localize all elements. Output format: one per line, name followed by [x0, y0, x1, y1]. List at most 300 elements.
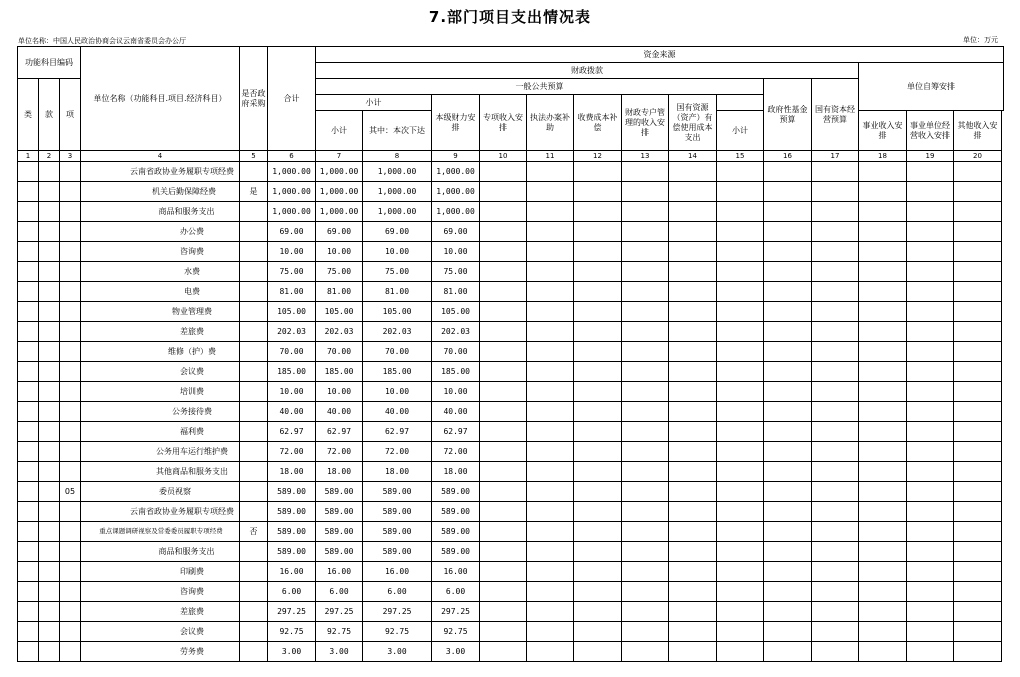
of-which-cell: 75.00 — [363, 262, 432, 282]
same-level-cell: 16.00 — [432, 562, 480, 582]
self-raised-header: 单位自筹安排 — [859, 63, 1004, 111]
total-cell: 18.00 — [268, 462, 316, 482]
xiang-cell — [60, 442, 81, 462]
empty-cell — [717, 282, 764, 302]
same-level-cell: 3.00 — [432, 642, 480, 662]
column-index-cell: 10 — [480, 151, 527, 162]
empty-cell — [954, 182, 1002, 202]
empty-cell — [480, 462, 527, 482]
column-index-cell: 8 — [363, 151, 432, 162]
lei-cell — [18, 182, 39, 202]
lei-cell — [18, 482, 39, 502]
empty-cell — [764, 182, 812, 202]
kuan-cell — [39, 342, 60, 362]
empty-cell — [907, 462, 954, 482]
of-which-cell: 589.00 — [363, 502, 432, 522]
of-which-cell: 70.00 — [363, 342, 432, 362]
empty-cell — [669, 302, 717, 322]
same-level-cell: 1,000.00 — [432, 182, 480, 202]
empty-cell — [622, 182, 669, 202]
total-cell: 16.00 — [268, 562, 316, 582]
same-level-cell: 10.00 — [432, 242, 480, 262]
empty-cell — [574, 582, 622, 602]
empty-cell — [527, 162, 574, 182]
procure-cell — [240, 542, 268, 562]
empty-cell — [859, 282, 907, 302]
of-which-cell: 589.00 — [363, 522, 432, 542]
xiang-cell — [60, 462, 81, 482]
table-row — [18, 362, 1004, 382]
column-index-cell: 4 — [81, 151, 240, 162]
empty-cell — [907, 622, 954, 642]
empty-cell — [764, 522, 812, 542]
table-row — [18, 202, 1004, 222]
total-cell: 3.00 — [268, 642, 316, 662]
empty-cell — [717, 302, 764, 322]
empty-cell — [859, 482, 907, 502]
empty-cell — [954, 622, 1002, 642]
empty-cell — [907, 562, 954, 582]
empty-cell — [954, 382, 1002, 402]
same-level-cell: 185.00 — [432, 362, 480, 382]
procure-cell — [240, 462, 268, 482]
empty-cell — [574, 622, 622, 642]
empty-cell — [812, 462, 859, 482]
table-row — [18, 442, 1004, 462]
empty-cell — [764, 382, 812, 402]
empty-cell — [574, 362, 622, 382]
kuan-cell — [39, 642, 60, 662]
procure-cell — [240, 342, 268, 362]
of-which-cell: 185.00 — [363, 362, 432, 382]
xiang-cell — [60, 382, 81, 402]
empty-cell — [480, 562, 527, 582]
empty-cell — [480, 182, 527, 202]
of-which-cell: 72.00 — [363, 442, 432, 462]
xiang-cell — [60, 562, 81, 582]
subtotal-outer-header: 小计 — [316, 95, 432, 111]
empty-cell — [622, 562, 669, 582]
empty-cell — [622, 382, 669, 402]
empty-cell — [527, 442, 574, 462]
empty-cell — [480, 242, 527, 262]
unit-name-cell: 差旅费 — [81, 602, 240, 622]
empty-cell — [669, 282, 717, 302]
empty-cell — [480, 262, 527, 282]
empty-cell — [954, 522, 1002, 542]
empty-cell — [907, 362, 954, 382]
unit-name-cell: 会议费 — [81, 362, 240, 382]
empty-cell — [954, 442, 1002, 462]
same-level-cell: 72.00 — [432, 442, 480, 462]
empty-cell — [717, 442, 764, 462]
unit-name-header: 单位名称（功能科目.项目.经济科目） — [81, 47, 240, 151]
empty-cell — [669, 242, 717, 262]
fiscal-header: 财政拨款 — [316, 63, 859, 79]
unit-name-cell: 咨询费 — [81, 242, 240, 262]
procure-cell — [240, 402, 268, 422]
procure-cell — [240, 282, 268, 302]
xiang-cell — [60, 202, 81, 222]
of-which-cell: 1,000.00 — [363, 162, 432, 182]
empty-cell — [954, 322, 1002, 342]
empty-cell — [717, 522, 764, 542]
table-row — [18, 502, 1004, 522]
procure-cell — [240, 602, 268, 622]
empty-cell — [574, 322, 622, 342]
total-cell: 81.00 — [268, 282, 316, 302]
unit-name-cell: 其他商品和服务支出 — [81, 462, 240, 482]
empty-cell — [717, 222, 764, 242]
lei-cell — [18, 462, 39, 482]
subtotal-cell: 105.00 — [316, 302, 363, 322]
table-row — [18, 162, 1004, 182]
empty-cell — [812, 302, 859, 322]
empty-cell — [907, 602, 954, 622]
kuan-header: 款 — [39, 79, 60, 151]
state-capital-header: 国有资本经营预算 — [812, 79, 859, 151]
of-which-cell: 1,000.00 — [363, 202, 432, 222]
lei-cell — [18, 602, 39, 622]
special-income-header: 专项收入安排 — [480, 95, 527, 151]
empty-cell — [954, 162, 1002, 182]
subtotal-cell: 16.00 — [316, 562, 363, 582]
empty-cell — [907, 502, 954, 522]
lei-cell — [18, 382, 39, 402]
empty-cell — [907, 522, 954, 542]
same-level-cell: 40.00 — [432, 402, 480, 422]
subtotal-cell: 185.00 — [316, 362, 363, 382]
lei-cell — [18, 582, 39, 602]
column-index-cell: 3 — [60, 151, 81, 162]
same-level-cell: 589.00 — [432, 542, 480, 562]
unit-name-cell: 公务接待费 — [81, 402, 240, 422]
empty-cell — [480, 482, 527, 502]
xiang-cell — [60, 582, 81, 602]
empty-cell — [527, 642, 574, 662]
empty-cell — [907, 422, 954, 442]
empty-cell — [764, 242, 812, 262]
subtotal-cell: 62.97 — [316, 422, 363, 442]
xiang-cell — [60, 342, 81, 362]
lei-cell — [18, 202, 39, 222]
kuan-cell — [39, 542, 60, 562]
procure-cell — [240, 422, 268, 442]
of-which-cell: 589.00 — [363, 542, 432, 562]
empty-cell — [669, 382, 717, 402]
empty-cell — [764, 362, 812, 382]
table-row — [18, 302, 1004, 322]
empty-cell — [812, 222, 859, 242]
empty-cell — [669, 442, 717, 462]
xiang-cell: 05 — [60, 482, 81, 502]
lei-cell — [18, 422, 39, 442]
empty-cell — [574, 462, 622, 482]
empty-cell — [812, 342, 859, 362]
empty-cell — [717, 362, 764, 382]
empty-cell — [717, 502, 764, 522]
column-index-cell: 17 — [812, 151, 859, 162]
unit-name-cell: 维修（护）费 — [81, 342, 240, 362]
lei-cell — [18, 562, 39, 582]
kuan-cell — [39, 582, 60, 602]
empty-cell — [954, 482, 1002, 502]
total-cell: 589.00 — [268, 482, 316, 502]
empty-cell — [480, 522, 527, 542]
lei-cell — [18, 542, 39, 562]
empty-cell — [669, 562, 717, 582]
empty-cell — [907, 242, 954, 262]
empty-cell — [669, 402, 717, 422]
same-level-cell: 10.00 — [432, 382, 480, 402]
empty-cell — [859, 342, 907, 362]
total-cell: 69.00 — [268, 222, 316, 242]
empty-cell — [859, 502, 907, 522]
empty-cell — [480, 402, 527, 422]
xiang-cell — [60, 422, 81, 442]
empty-cell — [859, 162, 907, 182]
column-index-cell: 15 — [717, 151, 764, 162]
unit-name-cell: 机关后勤保障经费 — [81, 182, 240, 202]
of-which-cell: 589.00 — [363, 482, 432, 502]
empty-cell — [717, 562, 764, 582]
empty-cell — [954, 302, 1002, 322]
empty-cell — [527, 462, 574, 482]
xiang-cell — [60, 182, 81, 202]
empty-cell — [669, 602, 717, 622]
subtotal-cell: 92.75 — [316, 622, 363, 642]
table-row — [18, 242, 1004, 262]
empty-cell — [764, 202, 812, 222]
state-assets-header: 国有资源（资产）有偿使用成本支出 — [669, 95, 717, 151]
subtotal-cell: 589.00 — [316, 522, 363, 542]
of-which-cell: 297.25 — [363, 602, 432, 622]
of-which-cell: 1,000.00 — [363, 182, 432, 202]
lei-cell — [18, 302, 39, 322]
subtotal-cell: 75.00 — [316, 262, 363, 282]
empty-cell — [859, 182, 907, 202]
empty-cell — [527, 522, 574, 542]
empty-cell — [812, 522, 859, 542]
enforcement-header: 执法办案补助 — [527, 95, 574, 151]
subtotal-cell: 10.00 — [316, 242, 363, 262]
empty-cell — [527, 602, 574, 622]
empty-cell — [859, 242, 907, 262]
empty-cell — [669, 362, 717, 382]
empty-cell — [574, 342, 622, 362]
empty-cell — [859, 582, 907, 602]
empty-cell — [954, 542, 1002, 562]
empty-cell — [622, 162, 669, 182]
empty-cell — [622, 342, 669, 362]
total-cell: 92.75 — [268, 622, 316, 642]
empty-cell — [717, 422, 764, 442]
unit-name-cell: 会议费 — [81, 622, 240, 642]
of-which-cell: 18.00 — [363, 462, 432, 482]
total-cell: 1,000.00 — [268, 182, 316, 202]
kuan-cell — [39, 162, 60, 182]
empty-cell — [622, 462, 669, 482]
lei-cell — [18, 242, 39, 262]
empty-cell — [480, 382, 527, 402]
table-row — [18, 262, 1004, 282]
kuan-cell — [39, 502, 60, 522]
kuan-cell — [39, 322, 60, 342]
empty-cell — [907, 262, 954, 282]
unit-name-cell: 商品和服务支出 — [81, 542, 240, 562]
empty-cell — [669, 322, 717, 342]
empty-cell — [669, 582, 717, 602]
empty-cell — [764, 162, 812, 182]
empty-cell — [907, 342, 954, 362]
empty-cell — [574, 222, 622, 242]
xiang-cell — [60, 162, 81, 182]
empty-cell — [669, 642, 717, 662]
subtotal-cell: 1,000.00 — [316, 202, 363, 222]
empty-cell — [907, 482, 954, 502]
empty-cell — [527, 382, 574, 402]
unit-name-cell: 差旅费 — [81, 322, 240, 342]
gov-fund-header: 政府性基金预算 — [764, 79, 812, 151]
empty-cell — [480, 302, 527, 322]
xiang-cell — [60, 302, 81, 322]
empty-cell — [764, 402, 812, 422]
empty-cell — [764, 422, 812, 442]
column-index-cell: 7 — [316, 151, 363, 162]
empty-cell — [717, 602, 764, 622]
empty-cell — [954, 422, 1002, 442]
kuan-cell — [39, 442, 60, 462]
table-row — [18, 342, 1004, 362]
procure-header: 是否政府采购 — [240, 47, 268, 151]
empty-cell — [812, 282, 859, 302]
empty-cell — [954, 582, 1002, 602]
empty-cell — [622, 542, 669, 562]
empty-cell — [954, 202, 1002, 222]
procure-cell — [240, 202, 268, 222]
column-index-cell: 6 — [268, 151, 316, 162]
unit-name-cell: 水费 — [81, 262, 240, 282]
same-level-cell: 297.25 — [432, 602, 480, 622]
subtotal-cell: 72.00 — [316, 442, 363, 462]
empty-cell — [527, 202, 574, 222]
empty-cell — [480, 222, 527, 242]
empty-cell — [622, 282, 669, 302]
empty-cell — [574, 302, 622, 322]
empty-cell — [480, 502, 527, 522]
table-row — [18, 542, 1004, 562]
total-cell: 72.00 — [268, 442, 316, 462]
empty-cell — [764, 462, 812, 482]
empty-cell — [527, 322, 574, 342]
same-level-cell: 589.00 — [432, 482, 480, 502]
kuan-cell — [39, 242, 60, 262]
procure-cell — [240, 442, 268, 462]
empty-cell — [717, 342, 764, 362]
lei-cell — [18, 362, 39, 382]
empty-cell — [859, 362, 907, 382]
fee-compensation-header: 收费成本补偿 — [574, 95, 622, 151]
same-level-cell: 105.00 — [432, 302, 480, 322]
empty-cell — [717, 402, 764, 422]
unit-name-cell: 公务用车运行维护费 — [81, 442, 240, 462]
fund-source-header: 资金来源 — [316, 47, 1004, 63]
column-index-cell: 11 — [527, 151, 574, 162]
empty-cell — [764, 482, 812, 502]
empty-cell — [954, 362, 1002, 382]
table-row — [18, 282, 1004, 302]
empty-cell — [907, 582, 954, 602]
empty-cell — [622, 482, 669, 502]
kuan-cell — [39, 282, 60, 302]
empty-cell — [764, 502, 812, 522]
unit-name-label: 单位名称：中国人民政治协商会议云南省委员会办公厅 — [18, 37, 186, 45]
kuan-cell — [39, 182, 60, 202]
same-level-cell: 81.00 — [432, 282, 480, 302]
empty-cell — [812, 162, 859, 182]
empty-cell — [622, 582, 669, 602]
empty-cell — [764, 302, 812, 322]
empty-cell — [574, 642, 622, 662]
empty-cell — [812, 182, 859, 202]
of-which-cell: 10.00 — [363, 242, 432, 262]
subtotal-cell: 1,000.00 — [316, 182, 363, 202]
empty-cell — [812, 622, 859, 642]
empty-cell — [622, 422, 669, 442]
unit-name-cell: 办公费 — [81, 222, 240, 242]
empty-cell — [669, 462, 717, 482]
procure-cell — [240, 382, 268, 402]
empty-cell — [527, 622, 574, 642]
subtotal-cell: 81.00 — [316, 282, 363, 302]
xiang-cell — [60, 522, 81, 542]
self-subtotal-header: 小计 — [717, 111, 764, 151]
kuan-cell — [39, 462, 60, 482]
kuan-cell — [39, 302, 60, 322]
empty-cell — [954, 222, 1002, 242]
empty-cell — [717, 582, 764, 602]
empty-cell — [480, 362, 527, 382]
xiang-header: 项 — [60, 79, 81, 151]
empty-cell — [574, 162, 622, 182]
table-row — [18, 622, 1004, 642]
unit-name-cell: 福利费 — [81, 422, 240, 442]
empty-cell — [812, 322, 859, 342]
table-row — [18, 462, 1004, 482]
of-which-cell: 6.00 — [363, 582, 432, 602]
table-row — [18, 642, 1004, 662]
kuan-cell — [39, 222, 60, 242]
empty-cell — [907, 282, 954, 302]
xiang-cell — [60, 262, 81, 282]
empty-cell — [764, 322, 812, 342]
lei-cell — [18, 402, 39, 422]
procure-cell — [240, 362, 268, 382]
empty-cell — [527, 402, 574, 422]
empty-cell — [480, 602, 527, 622]
subtotal-cell: 1,000.00 — [316, 162, 363, 182]
empty-cell — [622, 242, 669, 262]
empty-cell — [812, 442, 859, 462]
total-cell: 105.00 — [268, 302, 316, 322]
project-expenditure-table — [17, 46, 1004, 662]
empty-cell — [527, 582, 574, 602]
empty-cell — [954, 642, 1002, 662]
same-level-header: 本级财力安排 — [432, 95, 480, 151]
empty-cell — [669, 202, 717, 222]
column-index-cell: 1 — [18, 151, 39, 162]
empty-cell — [574, 602, 622, 622]
